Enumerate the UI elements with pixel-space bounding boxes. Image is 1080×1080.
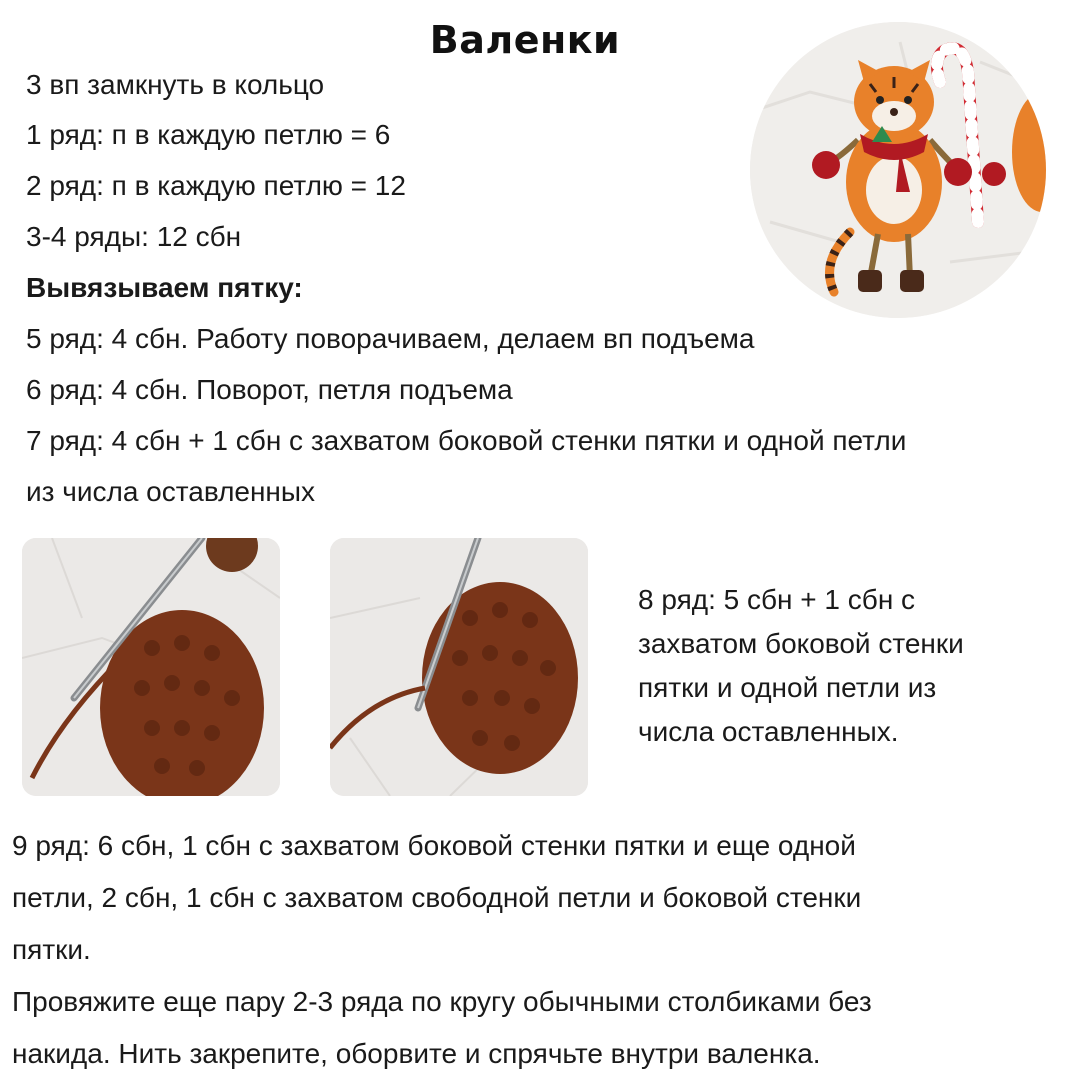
crochet-step-photo-2 (330, 538, 588, 796)
instruction-line: 3-4 ряды: 12 сбн (26, 221, 242, 252)
tiger-toy-photo (750, 22, 1046, 318)
instruction-line: 6 ряд: 4 сбн. Поворот, петля подъема (26, 374, 513, 405)
crochet-step-photo-1 (22, 538, 280, 796)
finish-line: накида. Нить закрепите, оборвите и спрячьте внутри валенка. (12, 1038, 821, 1069)
row-9-line: пятки. (12, 934, 91, 965)
row-9-line: 9 ряд: 6 сбн, 1 сбн с захватом боковой стенки пятки и еще одной (12, 830, 856, 861)
page-title: Валенки (429, 18, 621, 62)
instruction-line: 2 ряд: п в каждую петлю = 12 (26, 170, 406, 201)
row-9-text (12, 820, 1072, 1080)
instruction-line: 1 ряд: п в каждую петлю = 6 (26, 119, 391, 150)
heel-heading: Вывязываем пятку: (26, 272, 303, 303)
row-9-line: петли, 2 сбн, 1 сбн с захватом свободной петли и боковой стенки (12, 882, 862, 913)
instruction-line: 7 ряд: 4 сбн + 1 сбн с захватом боковой стенки пятки и одной петли (26, 425, 907, 456)
instruction-line: из числа оставленных (26, 476, 316, 507)
finish-line: Провяжите еще пару 2-3 ряда по кругу обычными столбиками без (12, 986, 872, 1017)
row-8-text (638, 578, 1058, 754)
instruction-line: 5 ряд: 4 сбн. Работу поворачиваем, делаем вп подъема (26, 323, 755, 354)
row-8-line: числа оставленных. (638, 716, 899, 747)
instruction-line: 3 вп замкнуть в кольцо (26, 69, 325, 100)
row-8-line: пятки и одной петли из (638, 672, 937, 703)
row-8-line: захватом боковой стенки (638, 628, 964, 659)
row-8-line: 8 ряд: 5 сбн + 1 сбн с (638, 584, 916, 615)
